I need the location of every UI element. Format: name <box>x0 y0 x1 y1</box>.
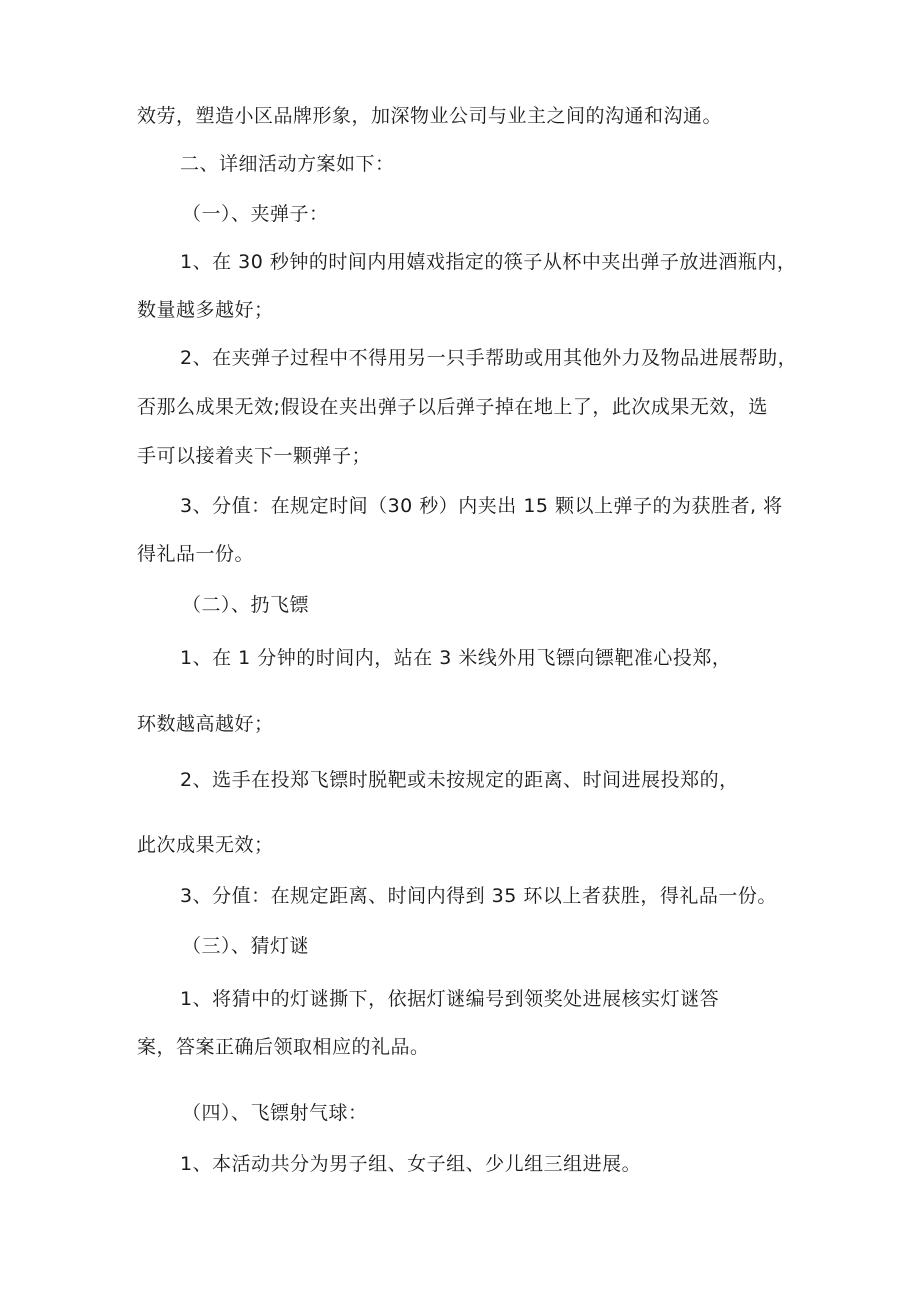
rule-1-line-1: 1、在 30 秒钟的时间内用嬉戏指定的筷子从杯中夹出弹子放进酒瓶内， <box>180 251 797 273</box>
darts-rule-1-line-2: 环数越高越好； <box>137 713 274 735</box>
subheading-riddles: （三）、猜灯谜 <box>182 935 310 957</box>
riddles-rule-line-1: 1、将猜中的灯谜撕下，依据灯谜编号到领奖处进展核实灯谜答 <box>180 988 720 1010</box>
rule-2-line-1: 2、在夹弹子过程中不得用另一只手帮助或用其他外力及物品进展帮助， <box>180 347 798 369</box>
rule-2-line-3: 手可以接着夹下一颗弹子； <box>137 445 372 467</box>
rule-3-line-1: 3、分值：在规定时间（30 秒）内夹出 15 颗以上弹子的为获胜者, 将 <box>180 495 783 517</box>
rule-3-line-2: 得礼品一份。 <box>137 543 255 565</box>
paragraph-line-1: 效劳，塑造小区品牌形象，加深物业公司与业主之间的沟通和沟通。 <box>137 105 723 127</box>
darts-rule-3: 3、分值：在规定距离、时间内得到 35 环以上者获胜，得礼品一份。 <box>180 885 777 907</box>
rule-1-line-2: 数量越多越好； <box>137 299 274 321</box>
section-heading-plan: 二、详细活动方案如下： <box>180 153 395 175</box>
balloon-rule-1: 1、本活动共分为男子组、女子组、少儿组三组进展。 <box>180 1153 642 1175</box>
darts-rule-1-line-1: 1、在 1 分钟的时间内，站在 3 米线外用飞镖向镖靶准心投郑， <box>180 647 732 669</box>
rule-2-line-2: 否那么成果无效;假设在夹出弹子以后弹子掉在地上了，此次成果无效，选 <box>137 396 768 418</box>
darts-rule-2-line-1: 2、选手在投郑飞镖时脱靶或未按规定的距离、时间进展投郑的， <box>180 769 739 791</box>
subheading-darts: （二）、扔飞镖 <box>182 594 310 616</box>
riddles-rule-line-2: 案，答案正确后领取相应的礼品。 <box>137 1036 430 1058</box>
darts-rule-2-line-2: 此次成果无效； <box>137 834 274 856</box>
subheading-clip-marbles: （一）、夹弹子： <box>182 203 329 225</box>
subheading-balloon-darts: （四）、飞镖射气球： <box>182 1102 368 1124</box>
